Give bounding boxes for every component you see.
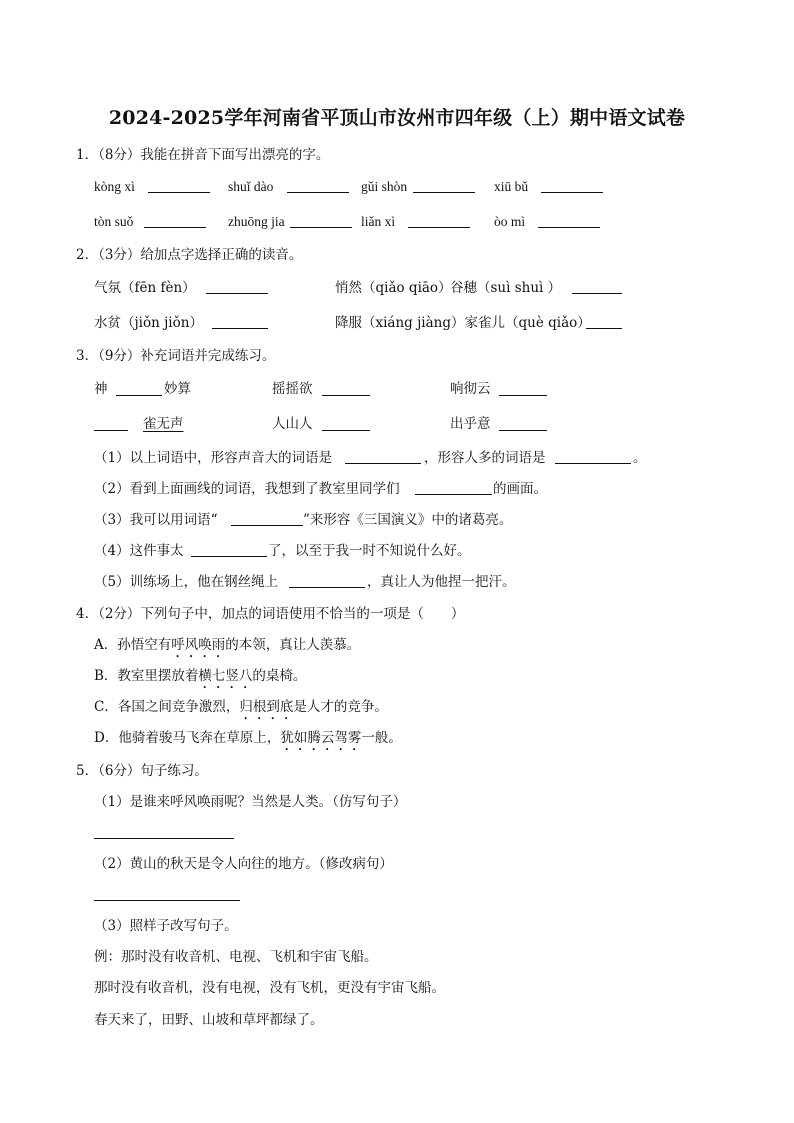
q1-pinyin-5: tòn suǒ <box>94 214 134 229</box>
q2-blank-d[interactable] <box>212 328 268 329</box>
q2-item-d: 水贫（jiǒn jiǒn） <box>94 315 203 331</box>
q1-blank-4[interactable] <box>541 192 603 193</box>
q3-sub-3b: ”来形容《三国演义》中的诸葛亮。 <box>303 512 513 528</box>
q2-heading: 2．（3分）给加点字选择正确的读音。 <box>76 247 303 263</box>
q3-sub-5b: ，真让人为他捏一把汗。 <box>367 574 516 590</box>
q3-sub-1c: 。 <box>633 450 647 466</box>
q3-sub-1a: （1）以上词语中，形容声音大的词语是 <box>94 450 333 466</box>
q3-blank-4[interactable] <box>94 430 128 431</box>
q3-word-1a: 神 <box>94 381 108 397</box>
q1-blank-5[interactable] <box>144 227 206 228</box>
q5-sub-3: （3）照样子改写句子。 <box>94 918 238 934</box>
q4-option-a-post: 的本领，真让人羡慕。 <box>225 637 361 653</box>
q2-blank-a[interactable] <box>206 293 268 294</box>
q1-heading: 1．（8分）我能在拼音下面写出漂亮的字。 <box>76 147 330 163</box>
q1-pinyin-1: kòng xì <box>94 179 135 194</box>
q3-sub-3-blank[interactable] <box>231 525 303 526</box>
q4-heading: 4．（2分）下列句子中，加点的词语使用不恰当的一项是（ ） <box>76 606 465 622</box>
q4-option-b-dotted: 横七竖八 <box>198 668 253 684</box>
q3-blank-3[interactable] <box>499 395 547 396</box>
q3-sub-4-blank[interactable] <box>191 556 267 557</box>
q4-option-a[interactable] <box>94 636 360 661</box>
q4-option-d-post: 一般。 <box>361 730 402 746</box>
q5-example-rewrite: 那时没有收音机，没有电视，没有飞机，更没有宇宙飞船。 <box>94 980 445 996</box>
q3-blank-6[interactable] <box>499 430 547 431</box>
q3-word-5: 人山人 <box>272 416 313 432</box>
q3-sub-1b: ，形容人多的词语是 <box>424 450 546 466</box>
q5-sub-1-answer-line[interactable] <box>94 838 234 839</box>
q3-blank-2[interactable] <box>322 395 370 396</box>
q5-example: 例：那时没有收音机、电视、飞机和宇宙飞船。 <box>94 949 378 965</box>
q1-pinyin-6: zhuōng jia <box>228 214 285 229</box>
q4-option-d-pre: D．他骑着骏马飞奔在草原上， <box>94 730 281 746</box>
q1-pinyin-8: òo mì <box>494 214 526 229</box>
q5-sub-2: （2）黄山的秋天是令人向往的地方。（修改病句） <box>94 856 393 872</box>
exam-title: 2024-2025学年河南省平顶山市汝州市四年级（上）期中语文试卷 <box>108 107 686 129</box>
q4-option-c-dotted: 归根到底 <box>239 699 294 715</box>
q2-blank-c[interactable] <box>572 293 622 294</box>
q4-option-c-pre: C．各国之间竞争激烈， <box>94 699 240 715</box>
q1-pinyin-4: xiū bǔ <box>494 179 529 194</box>
q1-blank-8[interactable] <box>538 227 600 228</box>
q5-sub-3-question: 春天来了，田野、山坡和草坪都绿了。 <box>94 1012 324 1028</box>
q1-pinyin-3: gǔi shòn <box>361 179 408 194</box>
q1-blank-7[interactable] <box>408 227 470 228</box>
q2-blank-e[interactable] <box>586 328 622 329</box>
q3-word-1b: 妙算 <box>164 381 191 397</box>
q4-option-b[interactable] <box>94 667 306 692</box>
q3-sub-2-blank[interactable] <box>415 494 492 495</box>
q5-sub-1: （1）是谁来呼风唤雨呢？当然是人类。（仿写句子） <box>94 794 407 810</box>
q3-sub-2b: 的画面。 <box>493 481 547 497</box>
q2-item-c: 谷穗（suì shuì ） <box>450 280 562 296</box>
q3-word-3: 响彻云 <box>450 381 491 397</box>
q1-blank-1[interactable] <box>148 192 210 193</box>
q4-option-d[interactable] <box>94 729 402 754</box>
q3-heading: 3．（9分）补充词语并完成练习。 <box>76 348 276 364</box>
q1-blank-2[interactable] <box>287 192 349 193</box>
q3-word-4: 雀无声 <box>143 416 184 432</box>
q3-sub-1-blank-b[interactable] <box>555 463 631 464</box>
q3-sub-1-blank-a[interactable] <box>345 463 421 464</box>
q4-option-b-post: 的桌椅。 <box>252 668 307 684</box>
q3-sub-3a: （3）我可以用词语“ <box>94 512 218 528</box>
q1-pinyin-7: liǎn xì <box>361 214 396 229</box>
q3-sub-4a: （4）这件事太 <box>94 543 184 559</box>
q4-option-a-dotted: 呼风唤雨 <box>171 637 226 653</box>
q1-pinyin-2: shuǐ dào <box>228 179 274 194</box>
q3-blank-1[interactable] <box>116 395 162 396</box>
q2-item-a: 气氛（fēn fèn） <box>94 280 196 296</box>
q3-word-6: 出乎意 <box>450 416 491 432</box>
q4-option-c-post: 是人才的竞争。 <box>293 699 388 715</box>
q5-heading: 5．（6分）句子练习。 <box>76 763 208 779</box>
q2-item-b: 悄然（qiǎo qiāo） <box>335 280 452 296</box>
q1-blank-3[interactable] <box>413 192 475 193</box>
q3-sub-4b: 了，以至于我一时不知说什么好。 <box>268 543 471 559</box>
q2-item-e: 降服（xiáng jiàng）家雀儿（què qiǎo） <box>335 315 591 331</box>
q3-sub-2a: （2）看到上面画线的词语，我想到了教室里同学们 <box>94 481 400 497</box>
q3-sub-5-blank[interactable] <box>289 587 365 588</box>
q4-option-c[interactable] <box>94 698 388 723</box>
q4-option-d-dotted: 犹如腾云驾雾 <box>280 730 362 746</box>
q3-blank-5[interactable] <box>322 430 370 431</box>
q3-sub-5a: （5）训练场上，他在钢丝绳上 <box>94 574 279 590</box>
q1-blank-6[interactable] <box>290 227 352 228</box>
q4-option-a-pre: A．孙悟空有 <box>94 637 172 653</box>
q3-word-2: 摇摇欲 <box>272 381 313 397</box>
q4-option-b-pre: B．教室里摆放着 <box>94 668 199 684</box>
q5-sub-2-answer-line[interactable] <box>94 900 240 901</box>
